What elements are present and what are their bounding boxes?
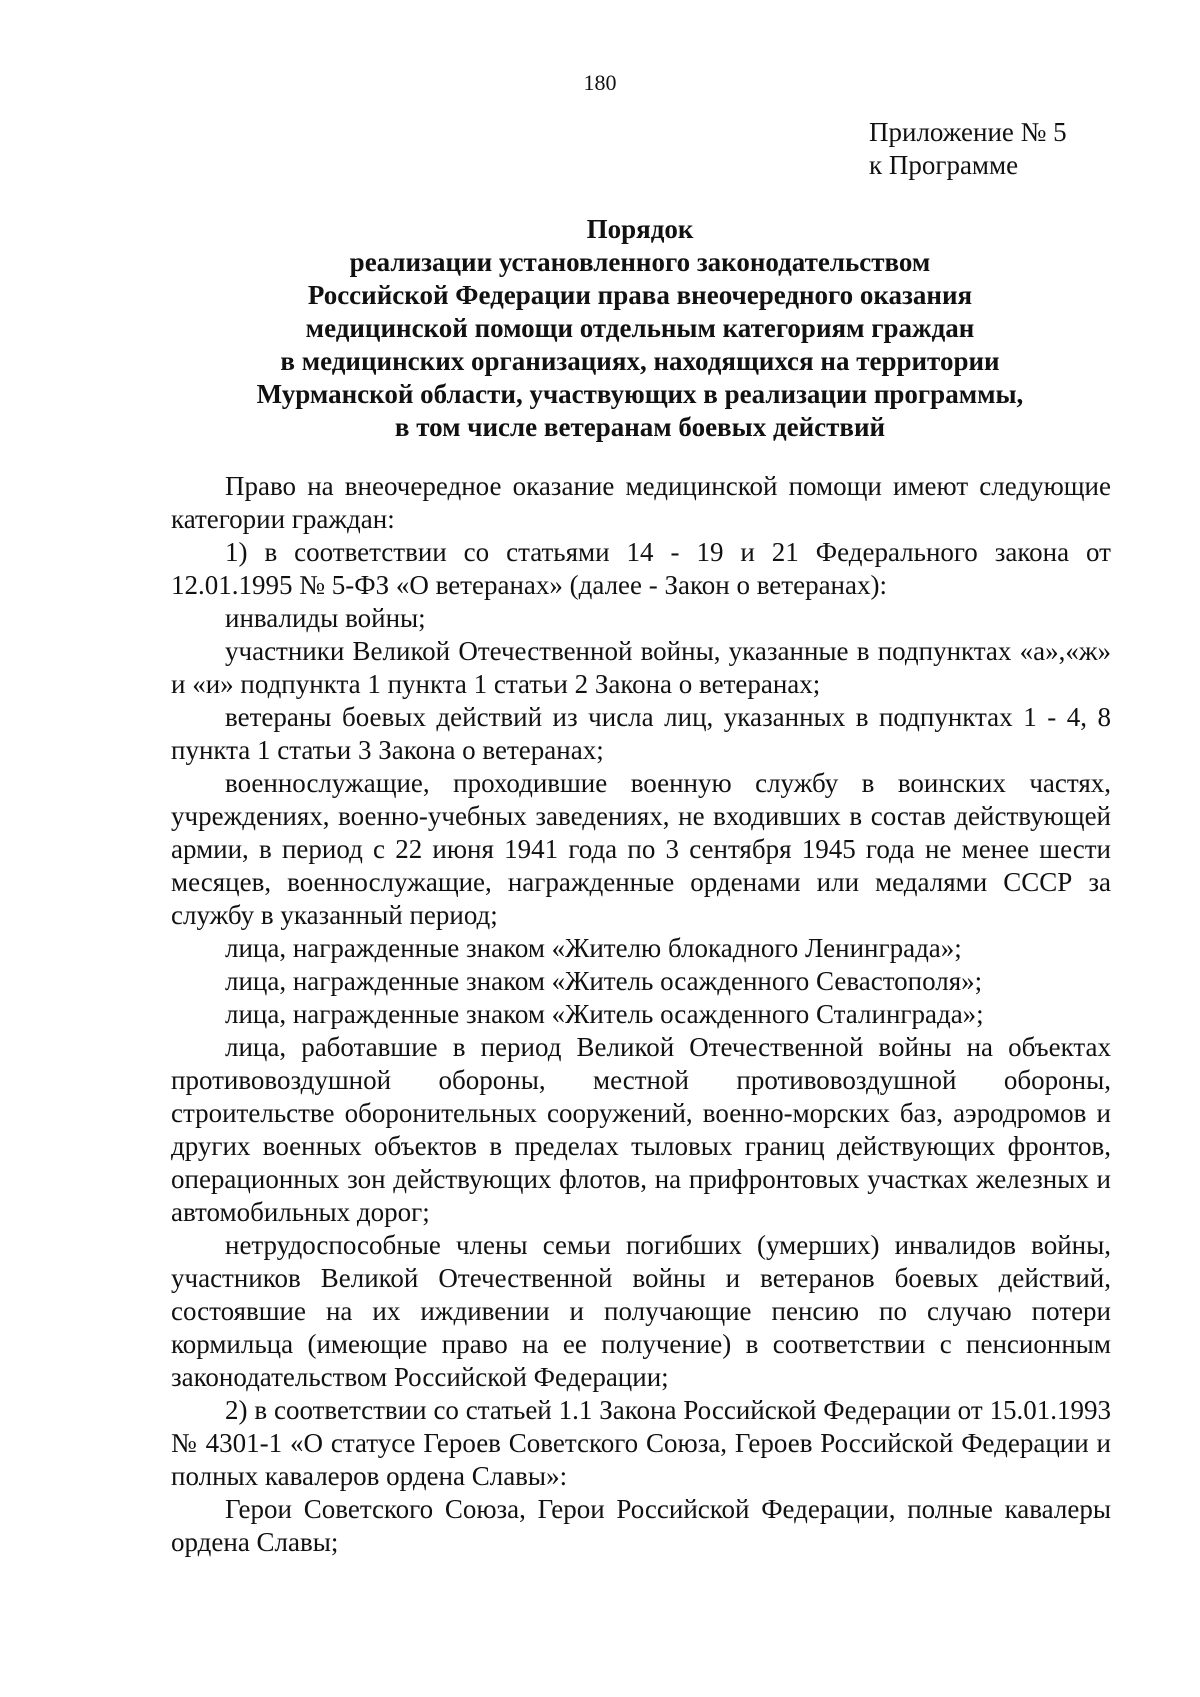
paragraph-item-1: 1) в соответствии со статьями 14 - 19 и 21 Федерального закона от 12.01.1995 № 5-ФЗ «О ветеранах» (далее - Закон о ветеранах): [171,537,1111,600]
title-line: медицинской помощи отдельным категориям граждан [305,313,975,343]
title-line: в том числе ветеранам боевых действий [394,412,886,442]
paragraph-air-defense-workers: лица, работавшие в период Великой Отечественной войны на объектах противовоздушной обороны, местной противовоздушной обороны, строительстве оборонительных сооружений, военно-морских баз, аэродромов и других военных объектов в пределах тыловых границ действующих фронтов, операционных зон действующих флотов, на прифронтовых участках железных и автомобильных дорог; [171,1032,1111,1227]
paragraph-family-members: нетрудоспособные члены семьи погибших (умерших) инвалидов войны, участников Великой Отечественной войны и ветеранов боевых действий, состоявшие на их иждивении и получающие пенсию по случаю потери кормильца (имеющие право на ее получение) в соответствии с пенсионным законодательством Российской Федерации; [171,1230,1111,1392]
title-line: в медицинских организациях, находящихся на территории [280,346,1000,376]
document-title [170,213,1110,444]
paragraph-servicemen: военнослужащие, проходившие военную службу в воинских частях, учреждениях, военно-учебных заведениях, не входивших в состав действующей армии, в период с 22 июня 1941 года по 3 сентября 1945 года не менее шести месяцев, военнослужащие, награжденные орденами или медалями СССР за службу в указанный период; [171,768,1111,930]
title-line: Российской Федерации права внеочередного оказания [307,280,973,310]
appendix-reference [869,116,1067,182]
paragraph-combat-veterans: ветераны боевых действий из числа лиц, указанных в подпунктах 1 - 4, 8 пункта 1 статьи 3 Закона о ветеранах; [171,702,1111,765]
title-line: реализации установленного законодательством [349,247,931,277]
paragraph-war-invalids: инвалиды войны; [225,603,426,633]
paragraph-war-participants: участники Великой Отечественной войны, указанные в подпунктах «а»,«ж» и «и» подпункта 1 пункта 1 статьи 2 Закона о ветеранах; [171,636,1111,699]
paragraph-heroes: Герои Советского Союза, Герои Российской Федерации, полные кавалеры ордена Славы; [171,1494,1111,1557]
appendix-program: к Программе [869,150,1019,180]
document-body [171,470,1111,1559]
appendix-number: Приложение № 5 [869,117,1067,147]
paragraph-item-2: 2) в соответствии со статьей 1.1 Закона Российской Федерации от 15.01.1993 № 4301-1 «О статусе Героев Советского Союза, Героев Российской Федерации и полных кавалеров ордена Славы»: [171,1395,1111,1491]
title-line: Мурманской области, участвующих в реализации программы, [256,379,1024,409]
paragraph-stalingrad: лица, награжденные знаком «Житель осажденного Сталинграда»; [225,999,984,1029]
page-number: 180 [583,70,617,95]
title-line: Порядок [586,214,694,244]
paragraph-sevastopol: лица, награжденные знаком «Житель осажденного Севастополя»; [225,966,983,996]
paragraph-leningrad: лица, награжденные знаком «Жителю блокадного Ленинграда»; [225,933,962,963]
paragraph-intro: Право на внеочередное оказание медицинской помощи имеют следующие категории граждан: [171,471,1111,534]
